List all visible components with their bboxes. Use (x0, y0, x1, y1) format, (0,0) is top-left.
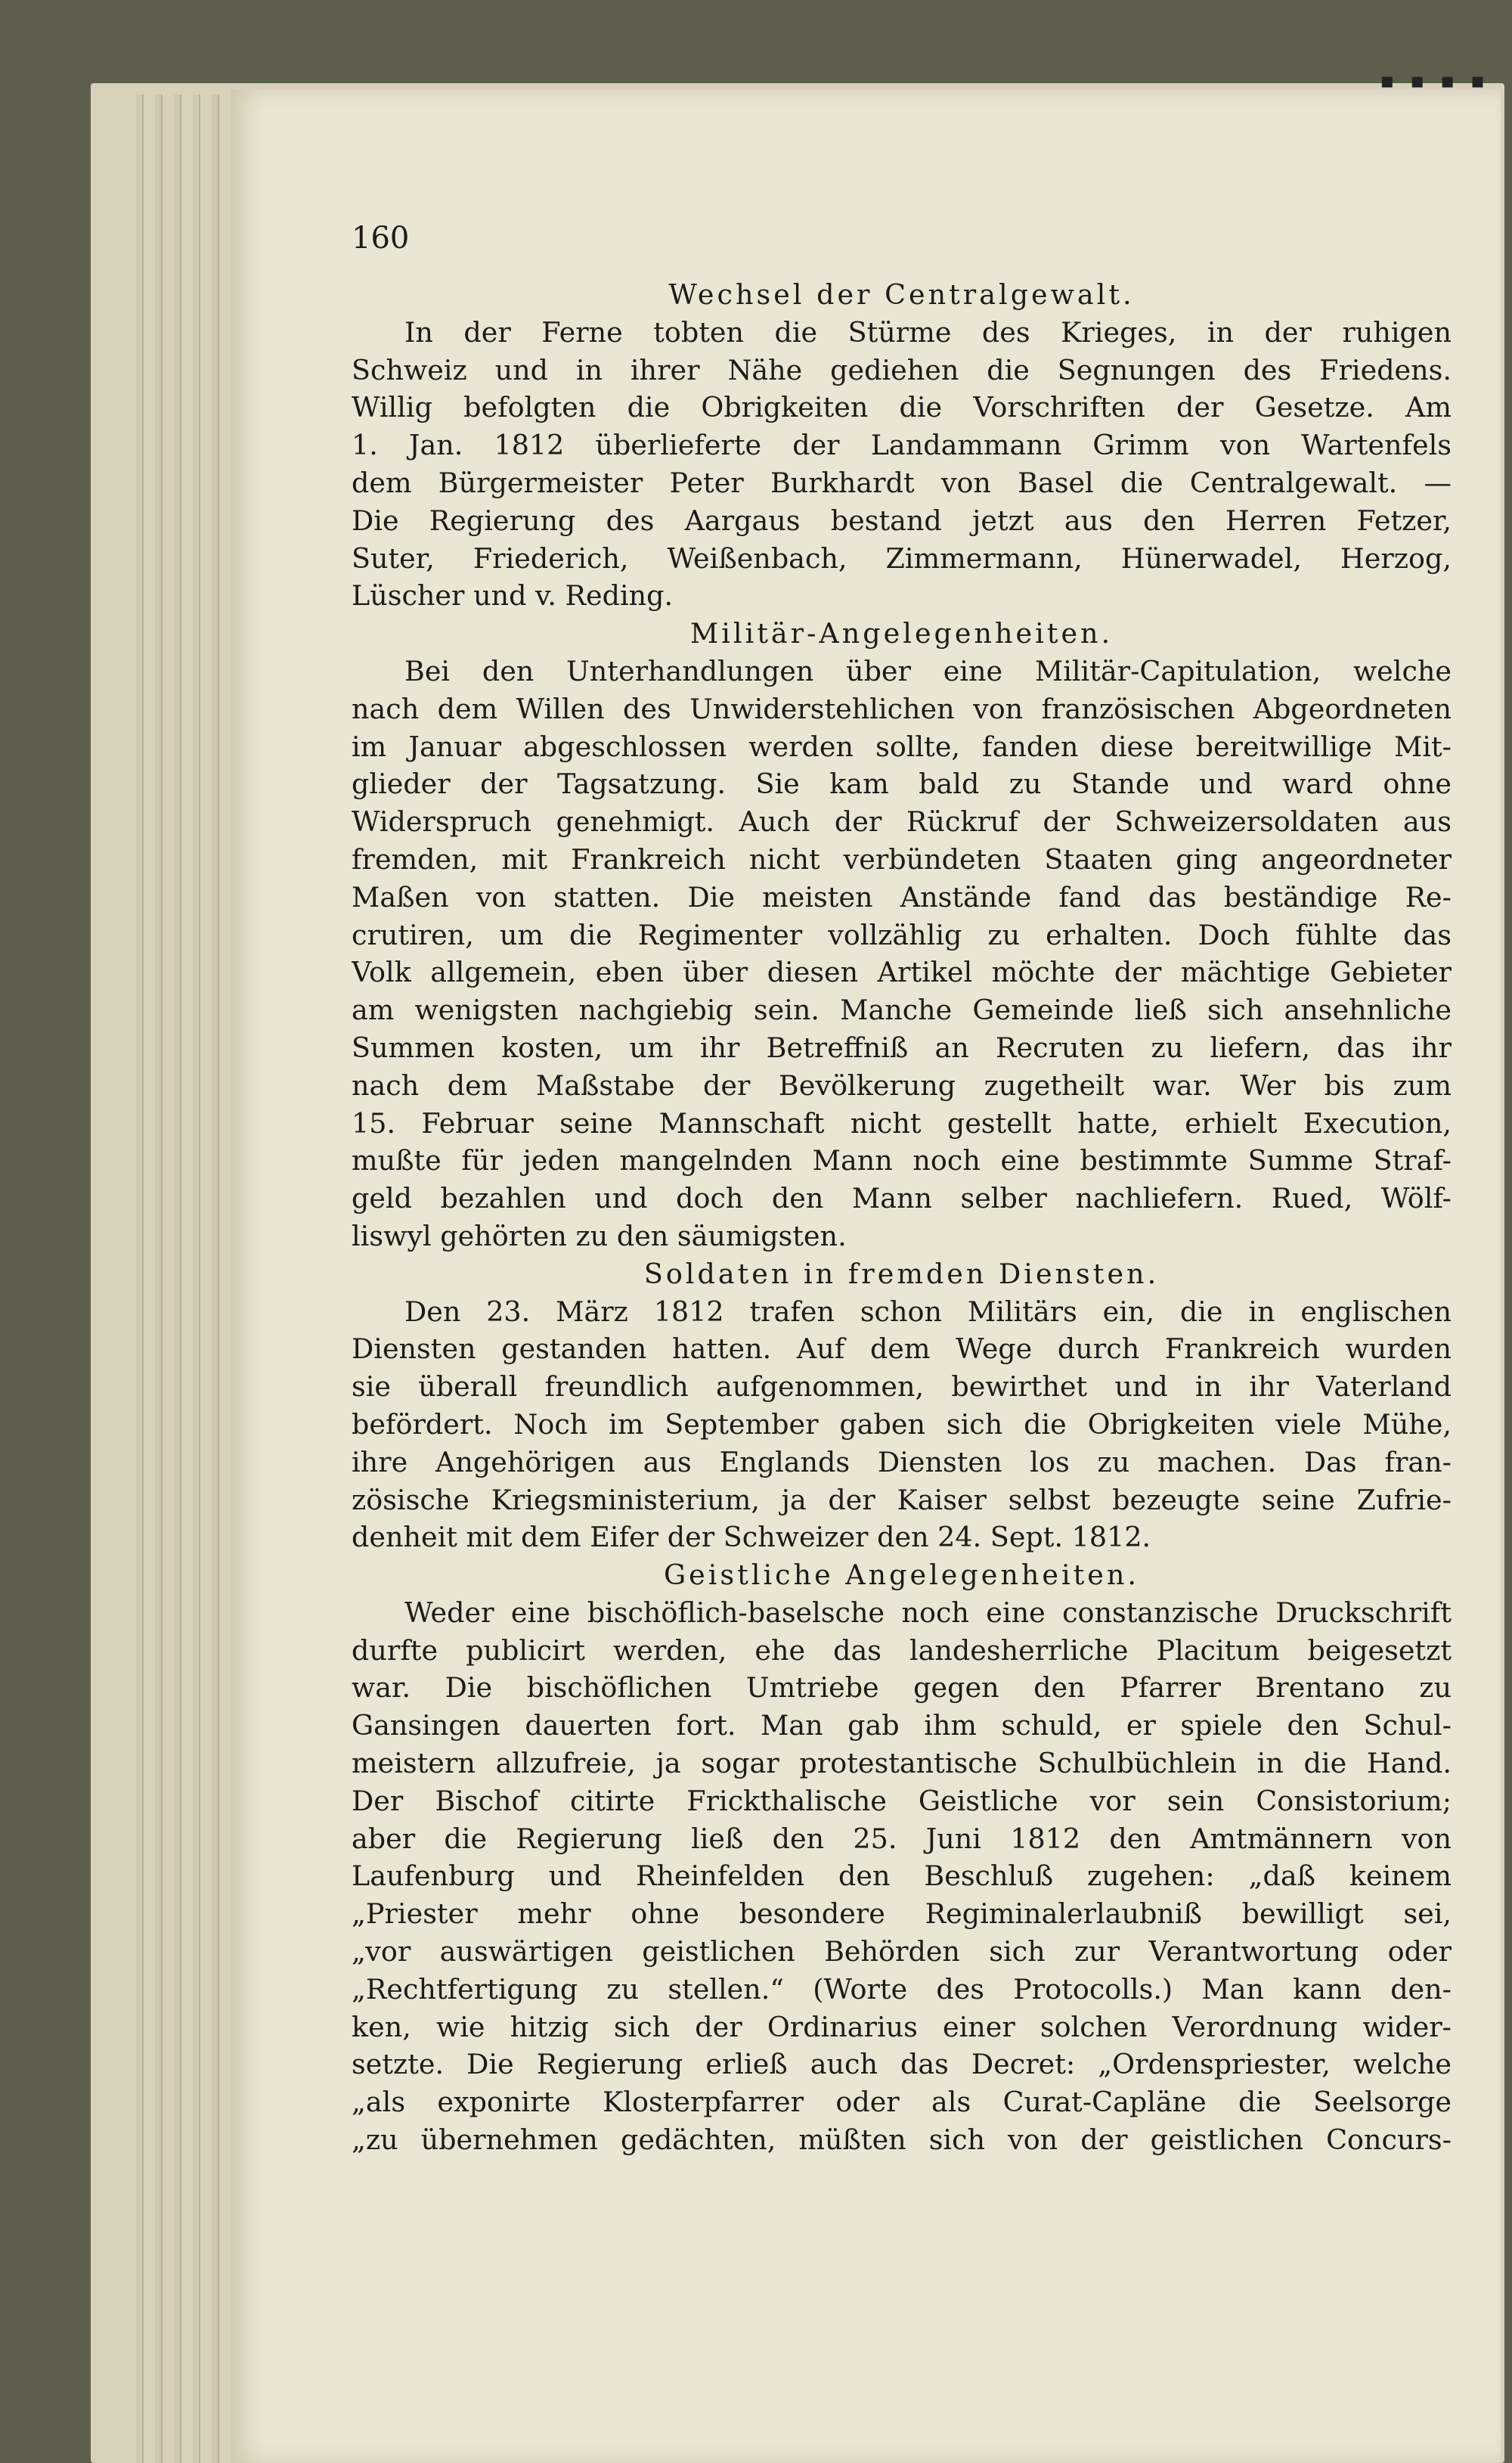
top-mark: ▪ ▪ ▪ ▪ (1380, 68, 1489, 93)
page-stack (174, 95, 181, 2463)
page-stack (155, 95, 163, 2463)
page-stack (212, 95, 219, 2463)
text-line: Maßen von statten. Die meisten Anstände fand das beständige Re- (352, 880, 1452, 914)
text-line: durfte publicirt werden, ehe das landesherrliche Placitum beigesetzt (352, 1633, 1452, 1667)
text-line: am wenigsten nachgiebig sein. Manche Gemeinde ließ sich ansehnliche (352, 994, 1452, 1027)
text-line: „Rechtfertigung zu stellen.“ (Worte des Protocolls.) Man kann den- (352, 1972, 1452, 2005)
text-line: im Januar abgeschlossen werden sollte, fanden diese bereitwillige Mit- (352, 730, 1452, 763)
text-line: „Priester mehr ohne besondere Regiminalerlaubniß bewilligt sei, (352, 1897, 1452, 1931)
text-line: befördert. Noch im September gaben sich die Obrigkeiten viele Mühe, (352, 1407, 1452, 1441)
section-heading: Soldaten in fremden Diensten. (643, 1257, 1160, 1290)
section-heading: Militär-Angelegenheiten. (689, 617, 1114, 650)
text-line: Summen kosten, um ihr Betreffniß an Recruten zu liefern, das ihr (352, 1031, 1452, 1064)
text-line: „als exponirte Klosterpfarrer oder als Curat-Capläne die Seelsorge (352, 2086, 1452, 2119)
text-line: 1. Jan. 1812 überlieferte der Landammann Grimm von Wartenfels (352, 429, 1452, 462)
text-line: sie überall freundlich aufgenommen, bewirthet und in ihr Vaterland (352, 1370, 1452, 1404)
text-line: Lüscher und v. Reding. (352, 579, 674, 613)
text-line: „vor auswärtigen geistlichen Behörden sich zur Verantwortung oder (352, 1935, 1452, 1968)
text-line: In der Ferne tobten die Stürme des Krieges, in der ruhigen (404, 315, 1452, 349)
text-line: war. Die bischöflichen Umtriebe gegen den Pfarrer Brentano zu (352, 1671, 1452, 1705)
text-line: Der Bischof citirte Frickthalische Geistliche vor sein Consistorium; (352, 1784, 1452, 1817)
text-line: glieder der Tagsatzung. Sie kam bald zu Stande und ward ohne (352, 768, 1452, 801)
text-line: ken, wie hitzig sich der Ordinarius einer solchen Verordnung wider- (352, 2010, 1452, 2043)
section-heading: Geistliche Angelegenheiten. (663, 1559, 1140, 1592)
text-line: setzte. Die Regierung erließ auch das Decret: „Ordenspriester, welche (352, 2048, 1452, 2081)
text-line: Gansingen dauerten fort. Man gab ihm schuld, er spiele den Schul- (352, 1709, 1452, 1742)
text-line: „zu übernehmen gedächten, müßten sich von der geistlichen Concurs- (352, 2123, 1452, 2157)
text-line: Widerspruch genehmigt. Auch der Rückruf der Schweizersoldaten aus (352, 805, 1452, 839)
text-line: Diensten gestanden hatten. Auf dem Wege durch Frankreich wurden (352, 1332, 1452, 1366)
page-number: 160 (352, 221, 410, 256)
text-line: dem Bürgermeister Peter Burkhardt von Basel die Centralgewalt. — (352, 466, 1452, 499)
text-line: 15. Februar seine Mannschaft nicht gestellt hatte, erhielt Execution, (352, 1106, 1452, 1140)
text-line: crutiren, um die Regimenter vollzählig zu erhalten. Doch fühlte das (352, 918, 1452, 951)
page-text (352, 276, 1452, 2159)
text-line: denheit mit dem Eifer der Schweizer den 24. Sept. 1812. (352, 1521, 1151, 1554)
text-line: Suter, Friederich, Weißenbach, Zimmermann, Hünerwadel, Herzog, (352, 541, 1452, 575)
text-line: ihre Angehörigen aus Englands Diensten los zu machen. Das fran- (352, 1445, 1452, 1478)
page-stack (136, 95, 144, 2463)
text-line: Den 23. März 1812 trafen schon Militärs ein, die in englischen (404, 1295, 1452, 1328)
text-line: Laufenburg und Rheinfelden den Beschluß zugehen: „daß keinem (352, 1860, 1452, 1893)
text-line: Die Regierung des Aargaus bestand jetzt aus den Herren Fetzer, (352, 504, 1452, 537)
text-line: geld bezahlen und doch den Mann selber nachliefern. Rued, Wölf- (352, 1182, 1452, 1215)
text-line: fremden, mit Frankreich nicht verbündeten Staaten ging angeordneter (352, 842, 1452, 876)
text-line: mußte für jeden mangelnden Mann noch eine bestimmte Summe Straf- (352, 1144, 1452, 1177)
text-line: Schweiz und in ihrer Nähe gediehen die Segnungen des Friedens. (352, 353, 1452, 386)
text-line: Bei den Unterhandlungen über eine Militär-Capitulation, welche (404, 654, 1452, 687)
text-line: nach dem Maßstabe der Bevölkerung zugetheilt war. Wer bis zum (352, 1069, 1452, 1102)
text-line: aber die Regierung ließ den 25. Juni 1812 den Amtmännern von (352, 1822, 1452, 1855)
text-line: liswyl gehörten zu den säumigsten. (352, 1219, 847, 1252)
text-line: Volk allgemein, eben über diesen Artikel möchte der mächtige Gebieter (352, 956, 1452, 989)
text-line: nach dem Willen des Unwiderstehlichen von französischen Abgeordneten (352, 692, 1452, 725)
text-line: Willig befolgten die Obrigkeiten die Vorschriften der Gesetze. Am (352, 391, 1452, 424)
section-heading: Wechsel der Centralgewalt. (668, 278, 1135, 311)
text-line: zösische Kriegsministerium, ja der Kaiser selbst bezeugte seine Zufrie- (352, 1483, 1452, 1516)
text-line: meistern allzufreie, ja sogar protestantische Schulbüchlein in die Hand. (352, 1747, 1452, 1780)
text-line: Weder eine bischöflich-baselsche noch eine constanzische Druckschrift (404, 1596, 1452, 1629)
page-stack (193, 95, 200, 2463)
